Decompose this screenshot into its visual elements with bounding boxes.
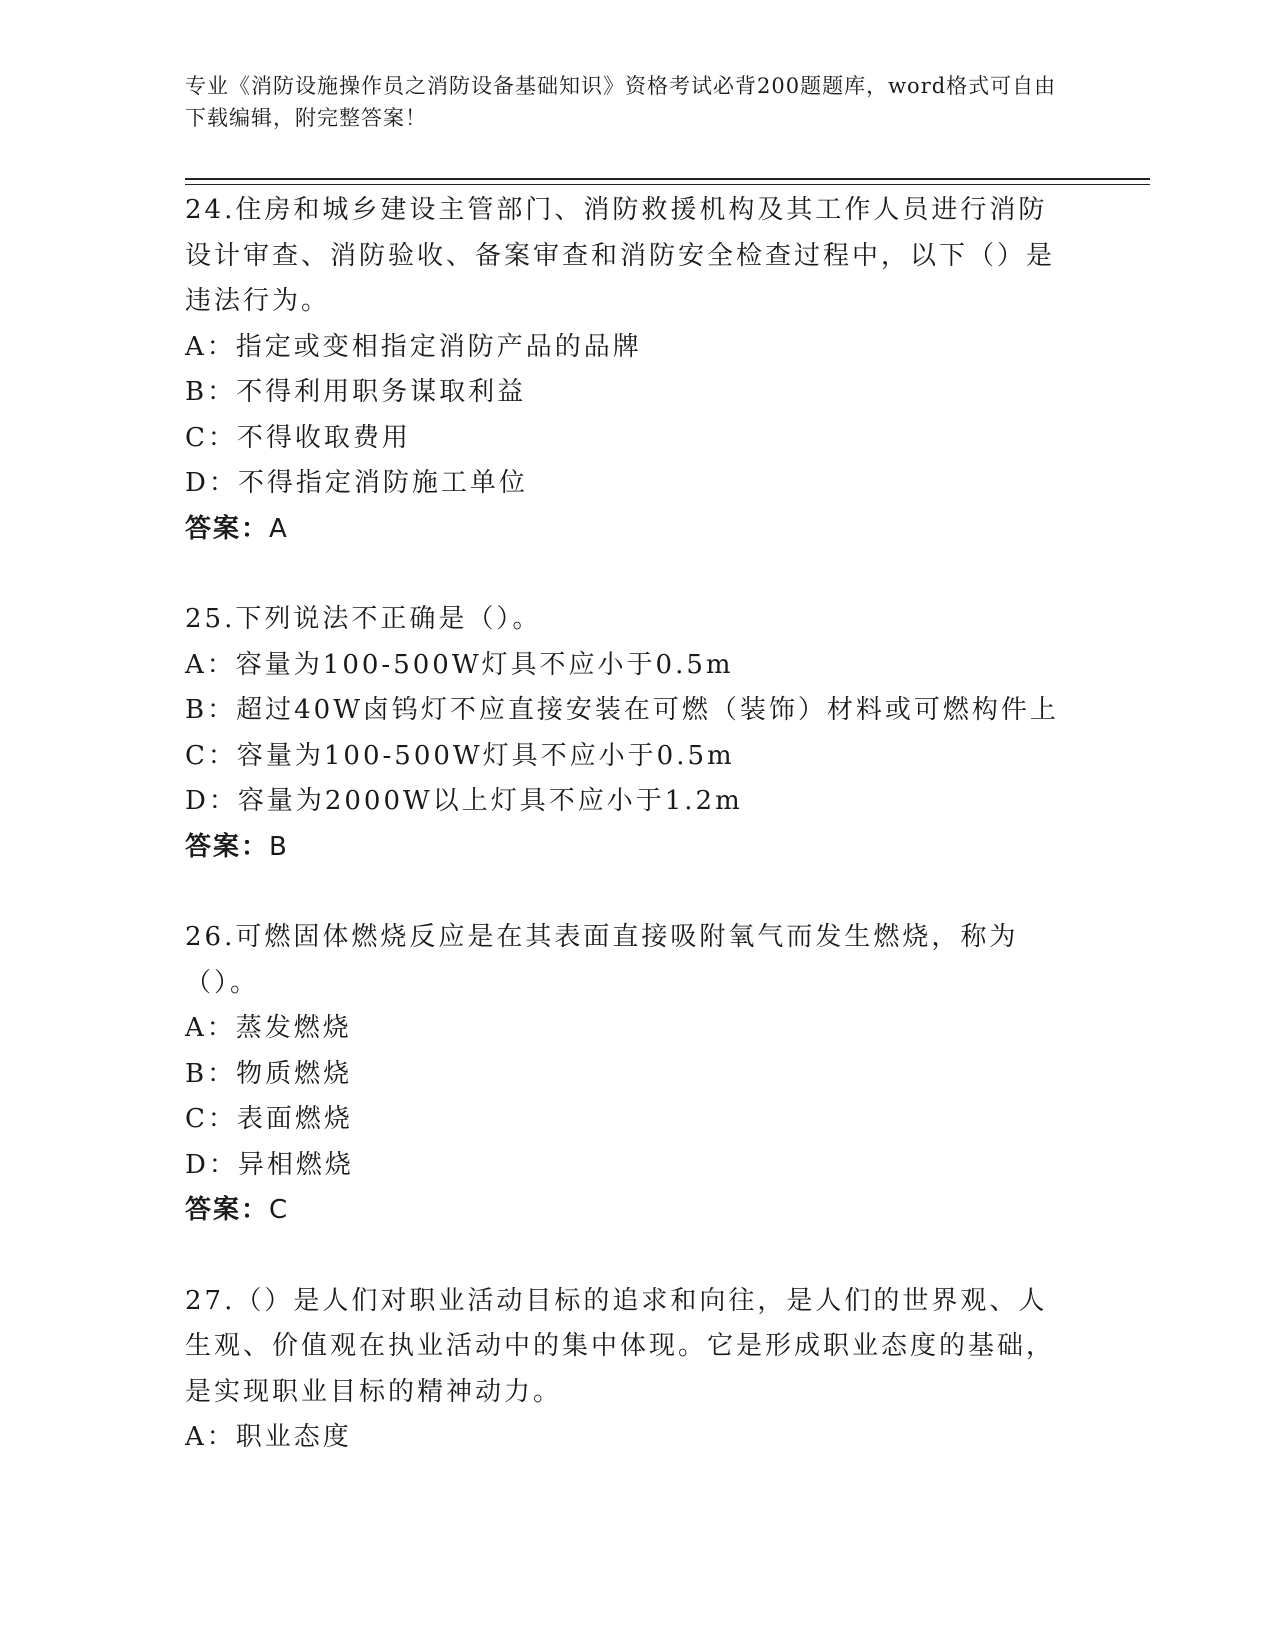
header-rule-thick bbox=[185, 178, 1150, 180]
answer-line bbox=[185, 825, 1070, 871]
question-24 bbox=[185, 188, 1070, 552]
option-d: D：容量为2000W以上灯具不应小于1.2m bbox=[185, 786, 743, 816]
question-stem: 25.下列说法不正确是（）。 bbox=[185, 604, 542, 634]
option-b: B：不得利用职务谋取利益 bbox=[185, 377, 527, 407]
document-header: 专业《消防设施操作员之消防设备基础知识》资格考试必背200题题库，word格式可自由下载编辑，附完整答案！ bbox=[185, 74, 1057, 130]
answer-value: C bbox=[269, 1195, 290, 1225]
option-c: C：表面燃烧 bbox=[185, 1104, 353, 1134]
question-stem: 26.可燃固体燃烧反应是在其表面直接吸附氧气而发生燃烧，称为（）。 bbox=[185, 922, 1019, 998]
option-a: A：指定或变相指定消防产品的品牌 bbox=[185, 331, 642, 362]
answer-line bbox=[185, 1188, 1070, 1234]
answer-label: 答案： bbox=[185, 513, 270, 544]
question-27 bbox=[185, 1279, 1070, 1461]
answer-value: A bbox=[269, 513, 289, 544]
option-list bbox=[185, 1415, 1070, 1461]
option-list bbox=[185, 643, 1070, 825]
question-stem: 27.（）是人们对职业活动目标的追求和向往，是人们的世界观、人生观、价值观在执业活动中的集中体现。它是形成职业态度的基础，是实现职业目标的精神动力。 bbox=[185, 1285, 1056, 1407]
option-d: D：异相燃烧 bbox=[185, 1149, 354, 1180]
answer-line bbox=[185, 507, 1070, 553]
answer-label: 答案： bbox=[185, 1195, 270, 1225]
question-list bbox=[185, 188, 1070, 1506]
answer-value: B bbox=[269, 831, 289, 862]
header-rule-thin bbox=[185, 184, 1150, 185]
question-stem: 24.住房和城乡建设主管部门、消防救援机构及其工作人员进行消防设计审查、消防验收、备案审查和消防安全检查过程中，以下（）是违法行为。 bbox=[185, 195, 1056, 316]
option-a: A：职业态度 bbox=[185, 1422, 352, 1452]
option-b: B：超过40W卤钨灯不应直接安装在可燃（装饰）材料或可燃构件上 bbox=[185, 695, 1059, 725]
option-c: C：容量为100-500W灯具不应小于0.5m bbox=[185, 740, 735, 771]
option-a: A：容量为100-500W灯具不应小于0.5m bbox=[185, 649, 734, 680]
option-list bbox=[185, 325, 1070, 507]
question-25 bbox=[185, 597, 1070, 870]
option-d: D：不得指定消防施工单位 bbox=[185, 468, 528, 498]
question-26 bbox=[185, 915, 1070, 1234]
option-b: B：物质燃烧 bbox=[185, 1058, 353, 1089]
option-a: A：蒸发燃烧 bbox=[185, 1013, 352, 1043]
option-list bbox=[185, 1006, 1070, 1188]
option-c: C：不得收取费用 bbox=[185, 422, 411, 453]
answer-label: 答案： bbox=[185, 831, 270, 862]
